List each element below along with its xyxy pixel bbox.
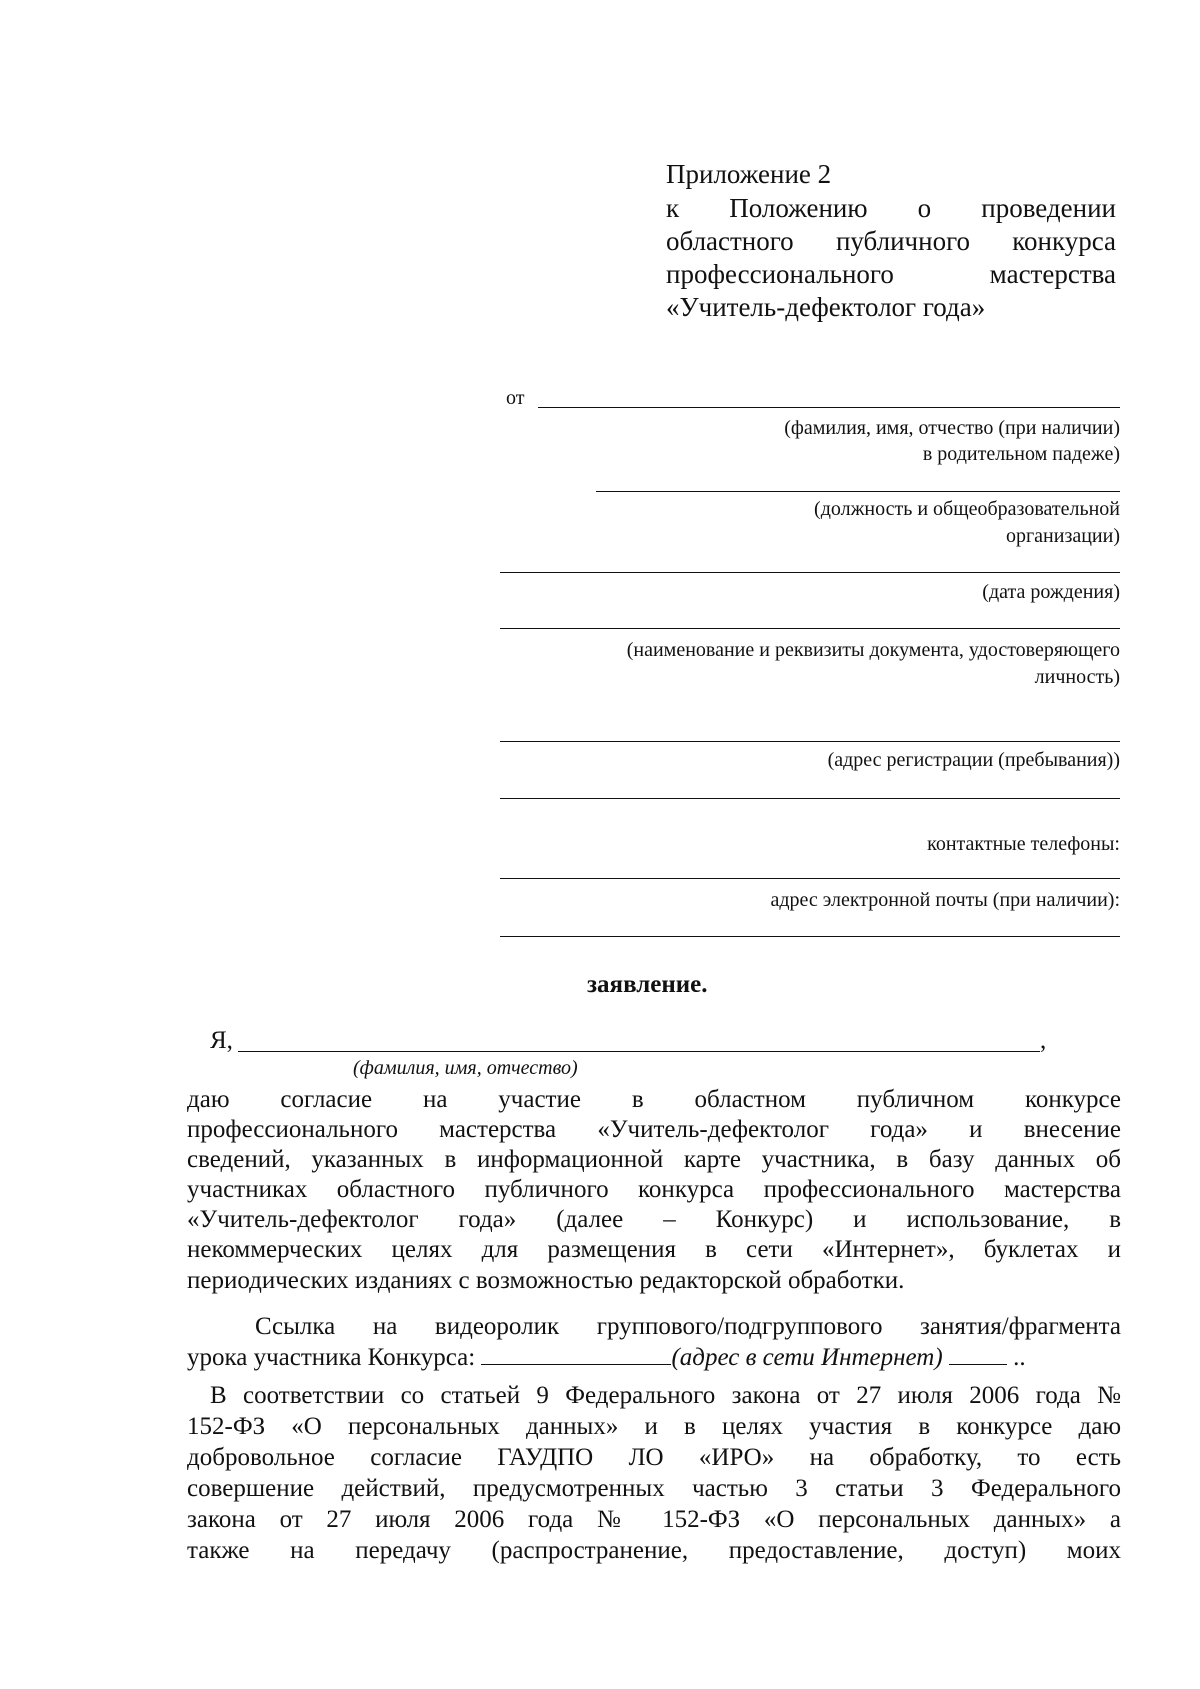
document-field-line[interactable] bbox=[500, 628, 1120, 629]
phones-field-line[interactable] bbox=[500, 878, 1120, 879]
paragraph-1-line-7: периодических изданиях с возможностью редакторской обработки. bbox=[187, 1267, 905, 1294]
birthdate-field-line[interactable] bbox=[500, 572, 1120, 573]
document-caption-line-2: личность) bbox=[1034, 666, 1120, 688]
email-label: адрес электронной почты (при наличии): bbox=[770, 889, 1120, 911]
i-label: Я, bbox=[210, 1027, 233, 1054]
appendix-number: Приложение 2 bbox=[666, 159, 832, 189]
paragraph-3-line-6: также на передачу (распространение, предоставление, доступ) моих bbox=[187, 1537, 1121, 1564]
video-link-field[interactable] bbox=[481, 1342, 671, 1365]
fio-field-line[interactable] bbox=[538, 407, 1120, 408]
paragraph-1-line-4: участниках областного публичного конкурса профессионального мастерства bbox=[187, 1176, 1121, 1203]
appendix-line-2: к Положению о проведении bbox=[666, 193, 1116, 223]
document-caption-line-1: (наименование и реквизиты документа, удостоверяющего bbox=[626, 639, 1120, 661]
fio-caption-line-1: (фамилия, имя, отчество (при наличии) bbox=[784, 417, 1120, 439]
paragraph-1-line-5: «Учитель-дефектолог года» (далее – Конкурс) и использование, в bbox=[187, 1206, 1121, 1233]
link-extra-field[interactable] bbox=[949, 1342, 1007, 1365]
position-field-line[interactable] bbox=[596, 491, 1120, 492]
paragraph-1-line-2: профессионального мастерства «Учитель-дефектолог года» и внесение bbox=[187, 1116, 1121, 1143]
link-line-1: Ссылка на видеоролик группового/подгруппового занятия/фрагмента bbox=[255, 1313, 1121, 1340]
paragraph-3-line-1: В соответствии со статьей 9 Федерального закона от 27 июля 2006 года № bbox=[210, 1382, 1121, 1409]
i-comma: , bbox=[1040, 1027, 1047, 1054]
fio-caption-line-2: в родительном падеже) bbox=[922, 443, 1120, 465]
paragraph-1-line-6: некоммерческих целях для размещения в сети «Интернет», буклетах и bbox=[187, 1236, 1121, 1263]
position-caption-line-2: организации) bbox=[1005, 525, 1120, 547]
address-field-line[interactable] bbox=[500, 741, 1120, 742]
paragraph-3-line-3: добровольное согласие ГАУДПО ЛО «ИРО» на обработку, то есть bbox=[187, 1444, 1121, 1471]
email-field-line[interactable] bbox=[500, 936, 1120, 937]
statement-fio-field-line[interactable] bbox=[238, 1051, 1040, 1052]
paragraph-3-line-5: закона от 27 июля 2006 года № 152-ФЗ «О персональных данных» а bbox=[187, 1506, 1121, 1533]
statement-fio-caption: (фамилия, имя, отчество) bbox=[353, 1057, 578, 1079]
appendix-line-5: «Учитель-дефектолог года» bbox=[666, 292, 986, 322]
from-label: от bbox=[506, 387, 525, 409]
link-end: .. bbox=[1013, 1344, 1026, 1371]
link-internet-caption: (адрес в сети Интернет) bbox=[671, 1344, 943, 1371]
paragraph-1-line-1: даю согласие на участие в областном публичном конкурсе bbox=[187, 1086, 1121, 1113]
link-line-2 bbox=[187, 1342, 1121, 1373]
phones-label: контактные телефоны: bbox=[927, 833, 1120, 855]
appendix-line-3: областного публичного конкурса bbox=[666, 226, 1116, 256]
address-field-line-2[interactable] bbox=[500, 798, 1120, 799]
address-caption: (адрес регистрации (пребывания)) bbox=[827, 749, 1120, 771]
birthdate-caption: (дата рождения) bbox=[982, 581, 1120, 603]
paragraph-1-line-3: сведений, указанных в информационной карте участника, в базу данных об bbox=[187, 1146, 1121, 1173]
appendix-line-4: профессионального мастерства bbox=[666, 259, 1116, 289]
link-line-2-start: урока участника Конкурса: bbox=[187, 1344, 476, 1371]
statement-title: заявление. bbox=[587, 971, 708, 998]
position-caption-line-1: (должность и общеобразовательной bbox=[814, 498, 1120, 520]
paragraph-3-line-4: совершение действий, предусмотренных частью 3 статьи 3 Федерального bbox=[187, 1475, 1121, 1502]
paragraph-3-line-2: 152-ФЗ «О персональных данных» и в целях участия в конкурсе даю bbox=[187, 1413, 1121, 1440]
